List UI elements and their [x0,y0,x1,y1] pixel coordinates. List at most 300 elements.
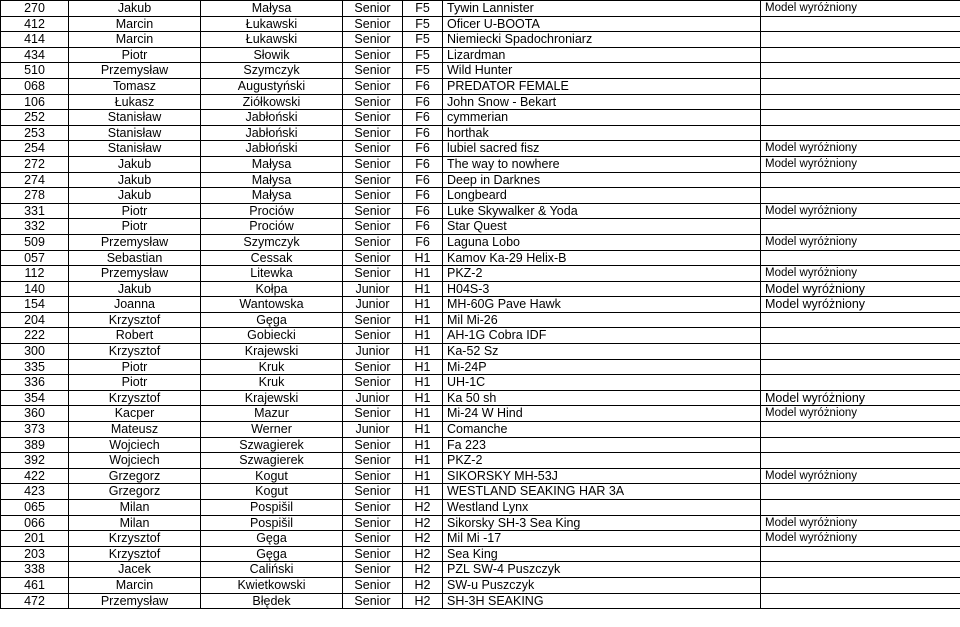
last-name-cell: Gęga [201,546,343,562]
first-name-cell: Stanisław [69,141,201,157]
model-name-cell: John Snow - Bekart [443,94,761,110]
table-row [1,546,960,562]
table-row [1,375,960,391]
entry-number-cell: 338 [1,562,69,578]
category-cell: Senior [343,453,403,469]
last-name-cell: Caliński [201,562,343,578]
category-cell: Senior [343,531,403,547]
entry-number-cell: 112 [1,266,69,282]
award-note-cell [761,328,960,344]
first-name-cell: Przemysław [69,266,201,282]
award-note-cell [761,484,960,500]
category-cell: Junior [343,297,403,313]
first-name-cell: Marcin [69,577,201,593]
award-note-cell [761,500,960,516]
category-cell: Senior [343,188,403,204]
award-note-cell [761,78,960,94]
award-note-cell [761,312,960,328]
model-name-cell: Oficer U-BOOTA [443,16,761,32]
class-cell: H1 [403,406,443,422]
class-cell: H2 [403,500,443,516]
entry-number-cell: 066 [1,515,69,531]
class-cell: F6 [403,125,443,141]
table-row [1,188,960,204]
first-name-cell: Przemysław [69,593,201,609]
entry-number-cell: 354 [1,390,69,406]
last-name-cell: Kwietkowski [201,577,343,593]
category-cell: Senior [343,250,403,266]
entry-number-cell: 510 [1,63,69,79]
last-name-cell: Jabłoński [201,141,343,157]
entry-number-cell: 204 [1,312,69,328]
last-name-cell: Gęga [201,312,343,328]
entry-number-cell: 201 [1,531,69,547]
class-cell: F6 [403,78,443,94]
category-cell: Senior [343,500,403,516]
last-name-cell: Krajewski [201,344,343,360]
category-cell: Senior [343,312,403,328]
last-name-cell: Błędek [201,593,343,609]
category-cell: Senior [343,125,403,141]
class-cell: F6 [403,110,443,126]
table-row [1,219,960,235]
award-note-cell [761,437,960,453]
award-note-cell: Model wyróżniony [761,1,960,17]
category-cell: Senior [343,47,403,63]
entry-number-cell: 373 [1,422,69,438]
entry-number-cell: 336 [1,375,69,391]
first-name-cell: Mateusz [69,422,201,438]
award-note-cell [761,562,960,578]
entry-number-cell: 278 [1,188,69,204]
model-name-cell: Sikorsky SH-3 Sea King [443,515,761,531]
last-name-cell: Małysa [201,188,343,204]
category-cell: Junior [343,390,403,406]
class-cell: H1 [403,359,443,375]
entry-number-cell: 472 [1,593,69,609]
class-cell: H1 [403,468,443,484]
category-cell: Senior [343,63,403,79]
table-row [1,406,960,422]
first-name-cell: Jakub [69,1,201,17]
first-name-cell: Piotr [69,203,201,219]
first-name-cell: Grzegorz [69,484,201,500]
table-body [1,1,960,609]
table-row [1,94,960,110]
last-name-cell: Małysa [201,1,343,17]
category-cell: Senior [343,593,403,609]
category-cell: Junior [343,344,403,360]
last-name-cell: Prociów [201,219,343,235]
category-cell: Senior [343,156,403,172]
first-name-cell: Milan [69,515,201,531]
table-row [1,484,960,500]
category-cell: Senior [343,359,403,375]
class-cell: H2 [403,546,443,562]
table-row [1,172,960,188]
class-cell: H1 [403,422,443,438]
table-row [1,312,960,328]
last-name-cell: Pospišil [201,500,343,516]
table-row [1,422,960,438]
class-cell: H1 [403,484,443,500]
class-cell: F5 [403,47,443,63]
award-note-cell [761,125,960,141]
model-name-cell: Laguna Lobo [443,234,761,250]
model-name-cell: UH-1C [443,375,761,391]
table-row [1,328,960,344]
entry-number-cell: 203 [1,546,69,562]
model-name-cell: Ka-52 Sz [443,344,761,360]
entry-number-cell: 057 [1,250,69,266]
entry-number-cell: 065 [1,500,69,516]
category-cell: Senior [343,16,403,32]
last-name-cell: Małysa [201,156,343,172]
category-cell: Senior [343,78,403,94]
award-note-cell [761,47,960,63]
table-row [1,266,960,282]
entry-number-cell: 423 [1,484,69,500]
model-name-cell: Sea King [443,546,761,562]
first-name-cell: Piotr [69,47,201,63]
entry-number-cell: 331 [1,203,69,219]
first-name-cell: Krzysztof [69,531,201,547]
entry-number-cell: 360 [1,406,69,422]
entry-number-cell: 422 [1,468,69,484]
award-note-cell [761,375,960,391]
first-name-cell: Jakub [69,281,201,297]
first-name-cell: Grzegorz [69,468,201,484]
table-row [1,453,960,469]
class-cell: H1 [403,328,443,344]
table-row [1,531,960,547]
first-name-cell: Łukasz [69,94,201,110]
first-name-cell: Krzysztof [69,390,201,406]
category-cell: Senior [343,266,403,282]
first-name-cell: Sebastian [69,250,201,266]
model-name-cell: WESTLAND SEAKING HAR 3A [443,484,761,500]
last-name-cell: Szymczyk [201,63,343,79]
table-row [1,281,960,297]
award-note-cell [761,546,960,562]
model-name-cell: Westland Lynx [443,500,761,516]
class-cell: H1 [403,375,443,391]
last-name-cell: Łukawski [201,32,343,48]
category-cell: Senior [343,94,403,110]
last-name-cell: Jabłoński [201,110,343,126]
entry-number-cell: 222 [1,328,69,344]
last-name-cell: Ziółkowski [201,94,343,110]
table-row [1,156,960,172]
table-row [1,63,960,79]
class-cell: H2 [403,531,443,547]
table-row [1,515,960,531]
class-cell: F5 [403,63,443,79]
table-row [1,468,960,484]
class-cell: F6 [403,141,443,157]
first-name-cell: Krzysztof [69,344,201,360]
table-row [1,297,960,313]
category-cell: Senior [343,484,403,500]
class-cell: F6 [403,219,443,235]
first-name-cell: Milan [69,500,201,516]
award-note-cell: Model wyróżniony [761,468,960,484]
model-name-cell: Kamov Ka-29 Helix-B [443,250,761,266]
entry-number-cell: 414 [1,32,69,48]
model-name-cell: lubiel sacred fisz [443,141,761,157]
award-note-cell [761,577,960,593]
model-name-cell: Fa 223 [443,437,761,453]
model-name-cell: Deep in Darknes [443,172,761,188]
category-cell: Senior [343,219,403,235]
class-cell: F6 [403,188,443,204]
table-row [1,500,960,516]
award-note-cell [761,593,960,609]
model-name-cell: Lizardman [443,47,761,63]
entry-number-cell: 335 [1,359,69,375]
model-name-cell: Niemiecki Spadochroniarz [443,32,761,48]
table-row [1,1,960,17]
last-name-cell: Małysa [201,172,343,188]
table-row [1,593,960,609]
class-cell: H2 [403,593,443,609]
table-row [1,125,960,141]
first-name-cell: Jakub [69,156,201,172]
class-cell: F6 [403,94,443,110]
entry-number-cell: 461 [1,577,69,593]
table-row [1,203,960,219]
class-cell: H1 [403,250,443,266]
first-name-cell: Przemysław [69,63,201,79]
award-note-cell [761,344,960,360]
award-note-cell [761,172,960,188]
entry-number-cell: 272 [1,156,69,172]
first-name-cell: Krzysztof [69,312,201,328]
model-name-cell: The way to nowhere [443,156,761,172]
entry-number-cell: 252 [1,110,69,126]
award-note-cell [761,94,960,110]
last-name-cell: Kruk [201,375,343,391]
award-note-cell [761,188,960,204]
first-name-cell: Joanna [69,297,201,313]
award-note-cell [761,422,960,438]
model-name-cell: SW-u Puszczyk [443,577,761,593]
entry-number-cell: 389 [1,437,69,453]
model-name-cell: Comanche [443,422,761,438]
table-row [1,110,960,126]
first-name-cell: Wojciech [69,437,201,453]
first-name-cell: Jakub [69,188,201,204]
first-name-cell: Przemysław [69,234,201,250]
last-name-cell: Pospišil [201,515,343,531]
entry-number-cell: 154 [1,297,69,313]
entry-number-cell: 106 [1,94,69,110]
model-name-cell: Star Quest [443,219,761,235]
class-cell: F6 [403,172,443,188]
table-row [1,234,960,250]
model-name-cell: SIKORSKY MH-53J [443,468,761,484]
class-cell: F5 [403,16,443,32]
model-name-cell: Mil Mi -17 [443,531,761,547]
table-row [1,390,960,406]
table-row [1,437,960,453]
first-name-cell: Jakub [69,172,201,188]
first-name-cell: Wojciech [69,453,201,469]
last-name-cell: Szwagierek [201,453,343,469]
last-name-cell: Litewka [201,266,343,282]
category-cell: Senior [343,1,403,17]
award-note-cell: Model wyróżniony [761,141,960,157]
first-name-cell: Jacek [69,562,201,578]
entry-number-cell: 253 [1,125,69,141]
first-name-cell: Tomasz [69,78,201,94]
entry-number-cell: 332 [1,219,69,235]
category-cell: Senior [343,406,403,422]
entry-number-cell: 300 [1,344,69,360]
class-cell: H1 [403,312,443,328]
last-name-cell: Wantowska [201,297,343,313]
class-cell: F5 [403,32,443,48]
model-name-cell: cymmerian [443,110,761,126]
class-cell: F6 [403,203,443,219]
category-cell: Senior [343,172,403,188]
model-name-cell: PZL SW-4 Puszczyk [443,562,761,578]
model-name-cell: H04S-3 [443,281,761,297]
class-cell: H2 [403,562,443,578]
model-name-cell: Mil Mi-26 [443,312,761,328]
award-note-cell [761,250,960,266]
first-name-cell: Piotr [69,375,201,391]
first-name-cell: Stanisław [69,125,201,141]
category-cell: Senior [343,515,403,531]
award-note-cell: Model wyróżniony [761,266,960,282]
last-name-cell: Szwagierek [201,437,343,453]
entry-number-cell: 274 [1,172,69,188]
model-name-cell: PKZ-2 [443,266,761,282]
model-name-cell: Mi-24P [443,359,761,375]
class-cell: H1 [403,297,443,313]
last-name-cell: Werner [201,422,343,438]
last-name-cell: Krajewski [201,390,343,406]
model-name-cell: MH-60G Pave Hawk [443,297,761,313]
category-cell: Senior [343,577,403,593]
table-row [1,141,960,157]
category-cell: Senior [343,32,403,48]
award-note-cell: Model wyróżniony [761,281,960,297]
last-name-cell: Mazur [201,406,343,422]
model-name-cell: Wild Hunter [443,63,761,79]
award-note-cell [761,63,960,79]
last-name-cell: Kogut [201,484,343,500]
class-cell: F6 [403,234,443,250]
model-name-cell: SH-3H SEAKING [443,593,761,609]
model-name-cell: horthak [443,125,761,141]
category-cell: Senior [343,437,403,453]
category-cell: Senior [343,203,403,219]
class-cell: H1 [403,390,443,406]
table-row [1,16,960,32]
last-name-cell: Słowik [201,47,343,63]
category-cell: Senior [343,562,403,578]
first-name-cell: Piotr [69,219,201,235]
table-row [1,47,960,63]
model-name-cell: Longbeard [443,188,761,204]
table-row [1,577,960,593]
category-cell: Senior [343,546,403,562]
award-note-cell: Model wyróżniony [761,406,960,422]
last-name-cell: Gęga [201,531,343,547]
entry-number-cell: 068 [1,78,69,94]
class-cell: H1 [403,437,443,453]
category-cell: Senior [343,328,403,344]
category-cell: Junior [343,422,403,438]
table-row [1,32,960,48]
table-row [1,562,960,578]
model-name-cell: Ka 50 sh [443,390,761,406]
entry-number-cell: 509 [1,234,69,250]
last-name-cell: Gobiecki [201,328,343,344]
table-row [1,344,960,360]
category-cell: Junior [343,281,403,297]
first-name-cell: Robert [69,328,201,344]
class-cell: F6 [403,156,443,172]
last-name-cell: Cessak [201,250,343,266]
award-note-cell [761,16,960,32]
category-cell: Senior [343,234,403,250]
model-name-cell: Mi-24 W Hind [443,406,761,422]
last-name-cell: Szymczyk [201,234,343,250]
class-cell: H1 [403,344,443,360]
category-cell: Senior [343,375,403,391]
entry-number-cell: 140 [1,281,69,297]
last-name-cell: Kruk [201,359,343,375]
class-cell: F5 [403,1,443,17]
award-note-cell: Model wyróżniony [761,156,960,172]
award-note-cell: Model wyróżniony [761,515,960,531]
model-name-cell: PREDATOR FEMALE [443,78,761,94]
award-note-cell: Model wyróżniony [761,531,960,547]
first-name-cell: Stanisław [69,110,201,126]
award-note-cell: Model wyróżniony [761,203,960,219]
model-name-cell: PKZ-2 [443,453,761,469]
class-cell: H1 [403,281,443,297]
first-name-cell: Piotr [69,359,201,375]
table-row [1,359,960,375]
model-name-cell: AH-1G Cobra IDF [443,328,761,344]
category-cell: Senior [343,110,403,126]
first-name-cell: Marcin [69,16,201,32]
last-name-cell: Jabłoński [201,125,343,141]
entry-number-cell: 270 [1,1,69,17]
entry-number-cell: 254 [1,141,69,157]
award-note-cell [761,453,960,469]
award-note-cell [761,110,960,126]
last-name-cell: Augustyński [201,78,343,94]
award-note-cell [761,219,960,235]
entry-number-cell: 434 [1,47,69,63]
award-note-cell: Model wyróżniony [761,390,960,406]
last-name-cell: Łukawski [201,16,343,32]
model-name-cell: Tywin Lannister [443,1,761,17]
table-row [1,78,960,94]
category-cell: Senior [343,468,403,484]
first-name-cell: Krzysztof [69,546,201,562]
class-cell: H2 [403,515,443,531]
table-row [1,250,960,266]
award-note-cell: Model wyróżniony [761,234,960,250]
class-cell: H1 [403,453,443,469]
model-name-cell: Luke Skywalker & Yoda [443,203,761,219]
